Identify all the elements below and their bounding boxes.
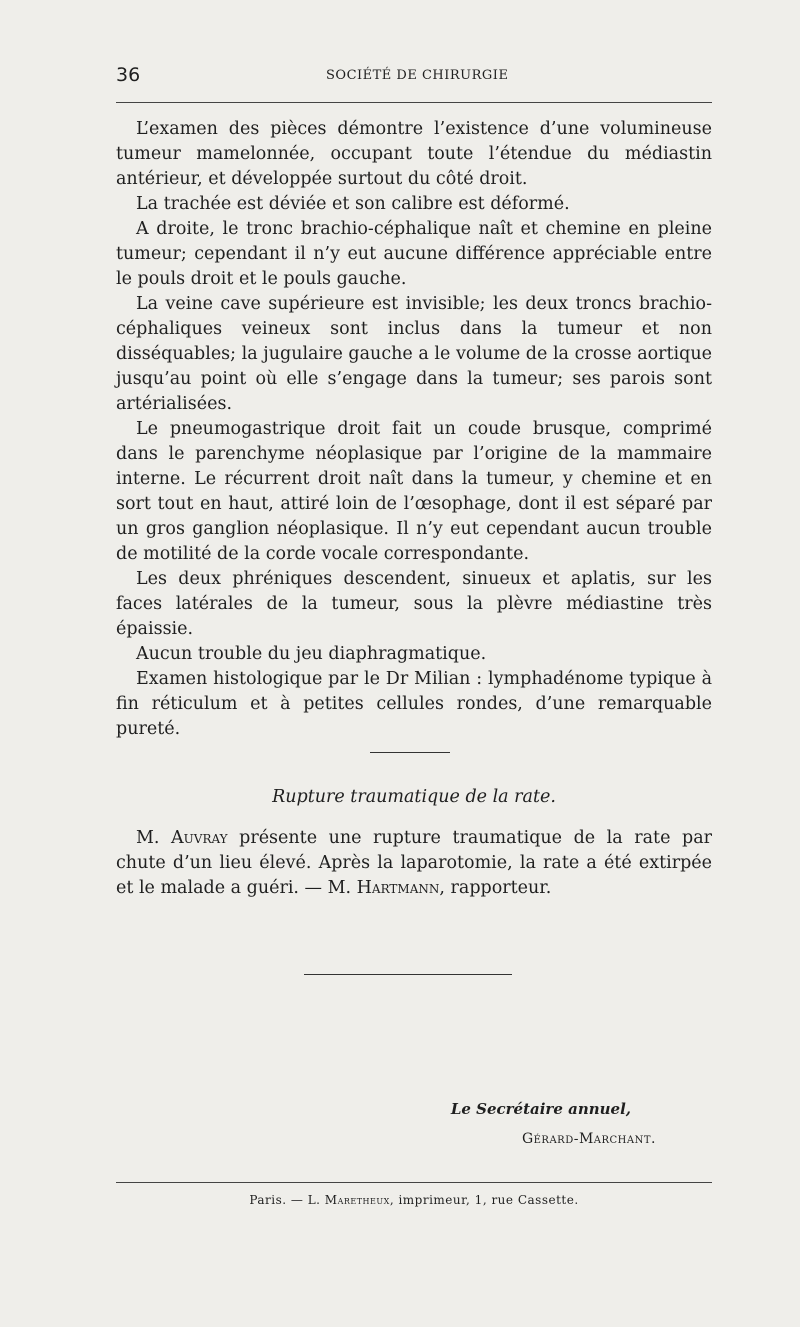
paragraph: L’examen des pièces démontre l’existence d’une volumineuse tumeur mamelonnée, occupant toute l’étendue du médiastin antérieur, et développée surtout du côté droit. (116, 119, 712, 189)
footer-rule (116, 1182, 712, 1183)
section-text-middle: présente une rupture traumatique de la rate par chute d’un lieu élevé. Après la laparotomie, la rate a été extirpée et le malade a guéri. — M. (116, 828, 712, 898)
printer-name: Maretheux (324, 1193, 390, 1207)
paragraph: Aucun trouble du jeu diaphragmatique. (136, 644, 487, 664)
body-text (116, 117, 712, 742)
imprint-prefix: Paris. — L. (249, 1193, 325, 1207)
end-rule (304, 974, 512, 975)
signature-block (116, 1100, 656, 1147)
journal-title: SOCIÉTÉ DE CHIRURGIE (326, 68, 509, 83)
section-text (116, 826, 712, 901)
paragraph: Le pneumogastrique droit fait un coude brusque, comprimé dans le parenchyme néoplasique par l’origine de la mammaire interne. Le récurrent droit naît dans la tumeur, y chemine et en sort tout en haut, attiré loin de l’œsophage, dont il est séparé par un gros ganglion néoplasique. Il n’y eut cependant aucun trouble de motilité de la corde vocale correspondante. (116, 419, 712, 564)
rapporteur-name: Hartmann (356, 878, 440, 898)
presenter-name: Auvray (171, 828, 228, 848)
paragraph: La trachée est déviée et son calibre est déformé. (136, 194, 570, 214)
section-title: Rupture traumatique de la rate. (272, 787, 556, 807)
imprint (116, 1193, 712, 1207)
section-text-intro: M. (136, 828, 172, 848)
signature-name: Gérard-Marchant. (521, 1131, 656, 1147)
paragraph: Examen histologique par le Dr Milian : lymphadénome typique à fin réticulum et à petites cellules rondes, d’une remarquable pureté. (116, 669, 712, 739)
header-rule (116, 102, 712, 103)
paragraph: Les deux phréniques descendent, sinueux et aplatis, sur les faces latérales de la tumeur, sous la plèvre médiastine très épaissie. (116, 569, 712, 639)
running-head (116, 64, 712, 88)
paragraph: A droite, le tronc brachio-céphalique naît et chemine en pleine tumeur; cependant il n’y eut aucune différence appréciable entre le pouls droit et le pouls gauche. (116, 219, 712, 289)
section-text-end: , rapporteur. (439, 878, 552, 898)
imprint-suffix: , imprimeur, 1, rue Cassette. (389, 1193, 579, 1207)
section-divider (370, 752, 450, 753)
page-number: 36 (116, 64, 141, 86)
paragraph: La veine cave supérieure est invisible; les deux troncs brachio-céphaliques veineux sont inclus dans la tumeur et non disséquables; la jugulaire gauche a le volume de la crosse aortique jusqu’au point où elle s’engage dans la tumeur; ses parois sont artérialisées. (116, 294, 712, 414)
section-paragraph (116, 826, 712, 901)
signature-role: Le Secrétaire annuel, (450, 1100, 631, 1118)
